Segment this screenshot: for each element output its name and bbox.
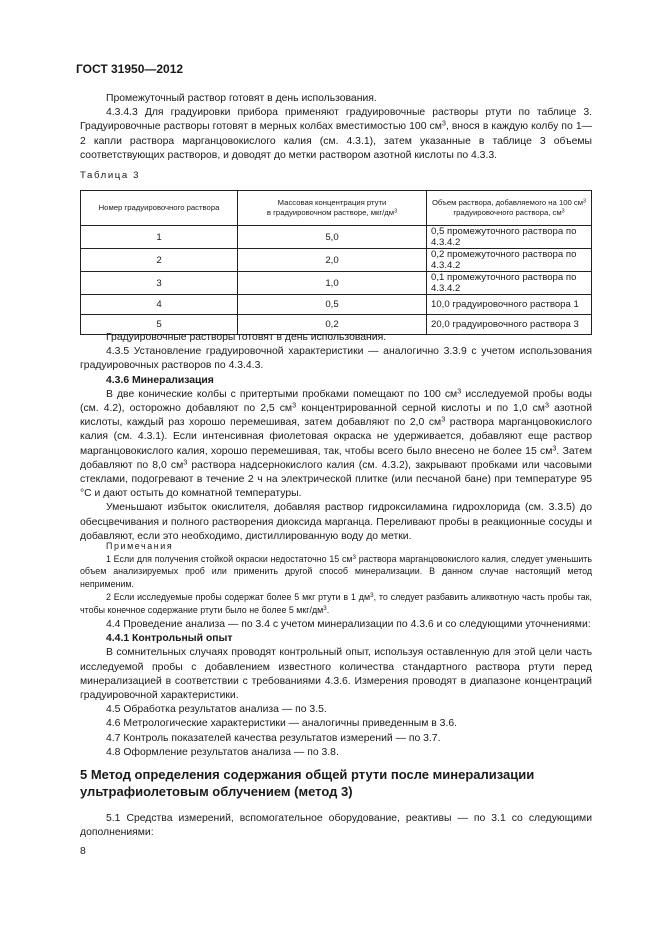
table-cell: 20,0 градуировочного раствора 3 <box>427 315 592 335</box>
table-cell: 4 <box>81 295 238 315</box>
table-header-cell: Массовая концентрация ртути в градуировочном растворе, мкг/$дм^3$ <box>238 191 427 226</box>
document-header: ГОСТ 31950—2012 <box>76 62 184 76</box>
paragraph-4-5: 4.5 Обработка результатов анализа — по 3.5. <box>106 704 327 716</box>
table-title: Таблица 3 <box>80 170 141 181</box>
paragraph-4-8: 4.8 Оформление результатов анализа — по 3.8. <box>106 746 339 758</box>
paragraph-5-1: 5.1 Средства измерений, вспомогательное оборудование, реактивы — по 3.1 со следующими дополнениями: <box>80 813 592 839</box>
table-cell: 5 <box>81 315 238 335</box>
note-2: 2 Если исследуемые пробы содержат более 5 мкг ртути в 1 $дм^3$, то следует разбавить аликвотную часть пробы так, чтобы конечное содержание ртути было не более 5 мкг/$дм^3$. <box>80 591 592 615</box>
paragraph-mineralization: В две конические колбы с притертыми пробками помещают по 100 $см^3$ исследуемой пробы воды (см. 4.2), осторожно добавляют по 2,5 $см^3$ концентрированной серной кислоты и по 1,0 $см^3$ азотной кислоты, каждый раз хорошо перемешивая, затем добавляют по 2,0 $см^3$ раствора марганцовокислого калия (см. 4.3.1). Если интенсивная фиолетовая окраска не удерживается, добавляют еще раствор марганцовокислого калия, хорошо перемешивая, так, чтобы всего было внесено не более 15 $см^3$. Затем добавляют по 8,0 $см^3$ раствора надсернокислого калия (см. 4.3.2), закрывают пробками или часовыми стеклами, подогревают в течение 2 ч на электрической плитке (или песчаной бане) при температуре 95 °С и дают остыть до комнатной температуры. <box>80 386 593 500</box>
table-cell: 0,5 <box>238 295 427 315</box>
table-cell: 1,0 <box>238 272 427 295</box>
table-cell: 0,2 <box>238 315 427 335</box>
section-heading-4-4-1: 4.4.1 Контрольный опыт <box>106 633 233 645</box>
page-number: 8 <box>80 846 86 857</box>
paragraph-4-3-4-3: 4.3.4.3 Для градуировки прибора применяют градуировочные растворы ртути по таблице 3. Градуировочные растворы готовят в мерных колбах вместимостью 100 $см^3$, внося в каждую колбу по 1—2 капли раствора марганцовокислого калия (см. 4.3.1), затем указанные в таблице 3 объемы соответствующих растворов, и доводят до метки раствором азотной кислоты по 4.3.3. <box>80 107 592 161</box>
table-cell: 0,5 промежуточного раствора по 4.3.4.2 <box>427 226 592 249</box>
table-cell: 2,0 <box>238 249 427 272</box>
text-block-2 <box>80 331 592 544</box>
paragraph-control: В сомнительных случаях проводят контрольный опыт, используя оставленную для этой цели часть исследуемой пробы с добавлением известного количества стандартного раствора ртути перед минерализацией в соответствии с требованиями 4.3.6. Измерения проводят в диапазоне концентраций градуировочной характеристики. <box>80 647 592 702</box>
table-row <box>81 226 592 249</box>
text-block-5 <box>80 812 592 840</box>
paragraph-4-6: 4.6 Метрологические характеристики — аналогичны приведенным в 3.6. <box>106 718 458 730</box>
table-header-cell: Объем раствора, добавляемого на 100 $см^3$ градуировочного раствора, $см^3$ <box>427 191 592 226</box>
table-cell: 1 <box>81 226 238 249</box>
section-heading-4-3-6: 4.3.6 Минерализация <box>106 374 214 386</box>
table-cell: 5,0 <box>238 226 427 249</box>
text-block-1 <box>80 92 592 163</box>
text-block-3 <box>80 618 592 760</box>
notes-block <box>80 540 592 616</box>
paragraph-4-7: 4.7 Контроль показателей качества результатов измерений — по 3.7. <box>106 732 441 744</box>
table-row <box>81 295 592 315</box>
paragraph: Промежуточный раствор готовят в день использования. <box>106 93 377 104</box>
table-row <box>81 272 592 295</box>
table-cell: 0,1 промежуточного раствора по 4.3.4.2 <box>427 272 592 295</box>
paragraph: Градуировочные растворы готовят в день использования. <box>106 332 387 343</box>
paragraph-4-4: 4.4 Проведение анализа — по 3.4 с учетом минерализации по 4.3.6 и со следующими уточнениями: <box>106 619 591 630</box>
table-row <box>81 249 592 272</box>
calibration-table <box>80 190 592 335</box>
paragraph-4-3-5: 4.3.5 Установление градуировочной характеристики — аналогично 3.3.9 с учетом использования градуировочных растворов по 4.3.4.3. <box>80 346 592 372</box>
notes-title: Примечания <box>106 541 174 551</box>
note-1: 1 Если для получения стойкой окраски недостаточно 15 $см^3$ раствора марганцовокислого калия, следует уменьшить объем анализируемых проб или применить другой способ минерализации. В данном случае настоящий метод неприменим. <box>80 553 592 590</box>
table-cell: 0,2 промежуточного раствора по 4.3.4.2 <box>427 249 592 272</box>
table-cell: 3 <box>81 272 238 295</box>
section-5-heading: 5 Метод определения содержания общей ртути после минерализации ультрафиолетовым облучением (метод 3) <box>80 767 535 799</box>
table-cell: 10,0 градуировочного раствора 1 <box>427 295 592 315</box>
table-header-row <box>81 191 592 226</box>
table-cell: 2 <box>81 249 238 272</box>
table-header-cell: Номер градуировочного раствора <box>81 191 238 226</box>
paragraph: Уменьшают избыток окислителя, добавляя раствор гидроксиламина гидрохлорида (см. 3.3.5) до обесцвечивания и полного растворения диоксида марганца. Переливают пробы в реакционные сосуды и добавляют, если это необходимо, дистиллированную воду до метки. <box>80 502 592 542</box>
